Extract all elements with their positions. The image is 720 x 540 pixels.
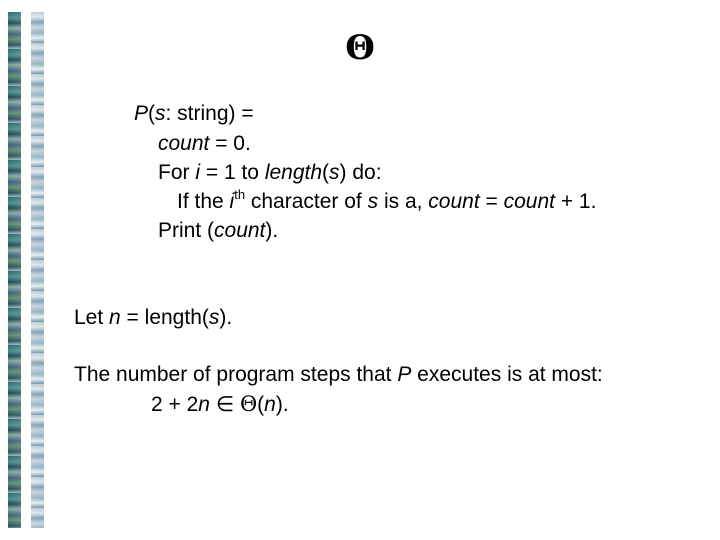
text: ) do:	[339, 161, 382, 184]
text: ).	[275, 393, 289, 416]
var-i: i	[195, 161, 201, 184]
text: (	[148, 102, 156, 125]
var-n: n	[264, 393, 276, 416]
text: is a,	[378, 190, 429, 213]
decorative-strip-overlay	[8, 12, 44, 528]
var-count: count	[214, 219, 266, 242]
bound-line	[151, 391, 289, 418]
var-s: s	[367, 190, 379, 213]
text: = length(	[120, 306, 209, 329]
text: : string) =	[165, 102, 254, 125]
func-length: length	[264, 161, 323, 184]
code-line-if	[177, 189, 596, 215]
definition-line	[74, 305, 232, 331]
text: executes is at most:	[411, 363, 603, 386]
code-line-print	[158, 218, 278, 244]
program-name: P	[397, 363, 412, 386]
element-of-symbol: ∈	[209, 393, 240, 416]
var-s: s	[155, 102, 166, 125]
text: =	[479, 190, 504, 213]
text: = 0.	[209, 132, 251, 155]
program-name: P	[134, 102, 149, 125]
code-line-signature	[134, 101, 254, 127]
var-count: count	[428, 190, 480, 213]
text: ).	[219, 306, 233, 329]
var-n: n	[198, 393, 210, 416]
text: Print (	[158, 219, 215, 242]
var-n: n	[109, 306, 121, 329]
text: ).	[265, 219, 279, 242]
var-i: i	[229, 190, 235, 213]
text: + 1.	[554, 190, 597, 213]
text: If the	[177, 190, 230, 213]
code-line-for	[158, 160, 382, 186]
text: (	[322, 161, 330, 184]
statement-line	[74, 362, 603, 388]
text: The number of program steps that	[74, 363, 398, 386]
text: (	[257, 393, 265, 416]
code-line-init	[158, 131, 251, 157]
text: Let	[74, 306, 110, 329]
var-s: s	[329, 161, 340, 184]
text: For	[158, 161, 196, 184]
superscript-th: th	[234, 187, 246, 202]
text: character of	[245, 190, 368, 213]
text: 2 + 2	[151, 393, 199, 416]
var-count: count	[158, 132, 210, 155]
var-s: s	[208, 306, 220, 329]
slide-title: Θ	[345, 28, 375, 68]
var-count: count	[503, 190, 555, 213]
theta-symbol: Θ	[239, 392, 258, 416]
text: = 1 to	[200, 161, 265, 184]
